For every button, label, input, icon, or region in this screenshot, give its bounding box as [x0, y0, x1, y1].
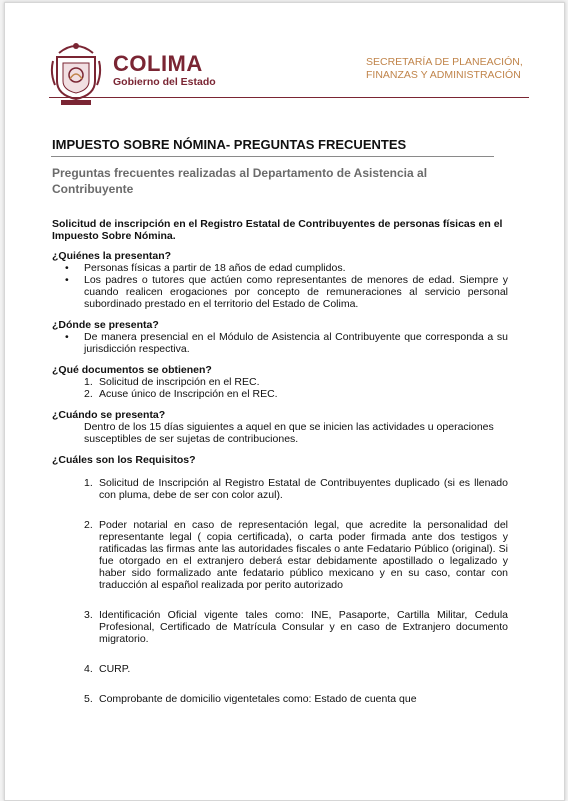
- list-item: • De manera presencial en el Módulo de Asistencia al Contribuyente que corresponda a su jurisdicción respectiva.: [65, 331, 508, 355]
- section-docs: [52, 364, 508, 400]
- title-divider: [51, 156, 494, 157]
- question-requirements: ¿Cuáles son los Requisitos?: [52, 454, 196, 466]
- list-item: • Los padres o tutores que actúen como representantes de menores de edad. Siempre y cuando realicen erogaciones por concepto de remuneraciones al servicio personal subordinado prestado en el territorio del Estado de Colima.: [65, 274, 508, 310]
- document-body: [52, 218, 508, 723]
- bullet-list-where: [52, 331, 508, 355]
- question-when: ¿Cuándo se presenta?: [52, 409, 166, 421]
- list-item: [84, 376, 508, 388]
- item-number: 5.: [84, 693, 93, 705]
- item-number: 3.: [84, 609, 93, 621]
- item-text: Acuse único de Inscripción en el REC.: [99, 388, 278, 400]
- item-text: CURP.: [99, 663, 131, 675]
- section-where: [52, 319, 508, 355]
- bullet-list-who: [52, 262, 508, 310]
- item-number: 4.: [84, 663, 93, 675]
- secretaria-line-1: SECRETARÍA DE PLANEACIÓN,: [366, 56, 523, 68]
- brand-subtitle: Gobierno del Estado: [113, 76, 216, 88]
- header-divider: [49, 97, 529, 98]
- document-subtitle: Preguntas frecuentes realizadas al Departamento de Asistencia al Contribuyente: [52, 166, 428, 196]
- list-item: [84, 693, 508, 705]
- item-number: 1.: [84, 477, 93, 489]
- answer-when: Dentro de los 15 días siguientes a aquel en que se inicien las actividades u operaciones susceptibles de ser sujetas de contribuciones.: [84, 421, 494, 445]
- list-item: [84, 519, 508, 591]
- brand-name: COLIMA: [113, 51, 203, 76]
- item-number: 2.: [84, 388, 93, 400]
- document-page: [4, 2, 565, 801]
- list-item: [84, 388, 508, 400]
- numbered-list-requirements: [52, 477, 508, 705]
- section-when: [52, 409, 508, 445]
- section-requirements: [52, 454, 508, 705]
- item-number: 2.: [84, 519, 93, 531]
- item-text: Solicitud de inscripción en el REC.: [99, 376, 260, 388]
- item-number: 1.: [84, 376, 93, 388]
- item-text: Solicitud de Inscripción al Registro Estatal de Contribuyentes duplicado (si es llenado con pluma, debe de ser con color azul).: [99, 477, 508, 501]
- list-item: [84, 477, 508, 501]
- secretaria-line-2: FINANZAS Y ADMINISTRACIÓN: [366, 69, 521, 81]
- list-item: [84, 609, 508, 645]
- item-text: Identificación Oficial vigente tales como: INE, Pasaporte, Cartilla Militar, Cedula Profesional, Certificado de Matrícula Consular y en caso de Extranjero documento migratorio.: [99, 609, 508, 645]
- secretaria-label: [366, 56, 551, 82]
- question-where: ¿Dónde se presenta?: [52, 319, 159, 331]
- item-text: Comprobante de domicilio vigentetales como: Estado de cuenta que: [99, 693, 417, 705]
- question-who: ¿Quiénes la presentan?: [52, 250, 172, 262]
- numbered-list-docs: [52, 376, 508, 400]
- item-text: Poder notarial en caso de representación legal, que acredite la personalidad del representante legal ( copia certificada), o carta poder firmada ante dos testigos y ratificadas las firmas ante las autoridades fiscales o ante Fedatario Público (original). Si fue otorgado en el extranjero deberá estar debidamente apostillado o legalizado y haber sido formalizado ante fedatario público mexicano y en su caso, contar con traducción al español realizada por perito autorizado: [99, 519, 508, 591]
- intro-paragraph: Solicitud de inscripción en el Registro Estatal de Contribuyentes de personas físicas en el Impuesto Sobre Nómina.: [52, 218, 503, 242]
- document-title: IMPUESTO SOBRE NÓMINA- PREGUNTAS FRECUENTES: [52, 137, 407, 152]
- list-item: [84, 663, 508, 675]
- section-who: [52, 250, 508, 310]
- list-item: • Personas físicas a partir de 18 años de edad cumplidos.: [65, 262, 508, 274]
- question-docs: ¿Qué documentos se obtienen?: [52, 364, 212, 376]
